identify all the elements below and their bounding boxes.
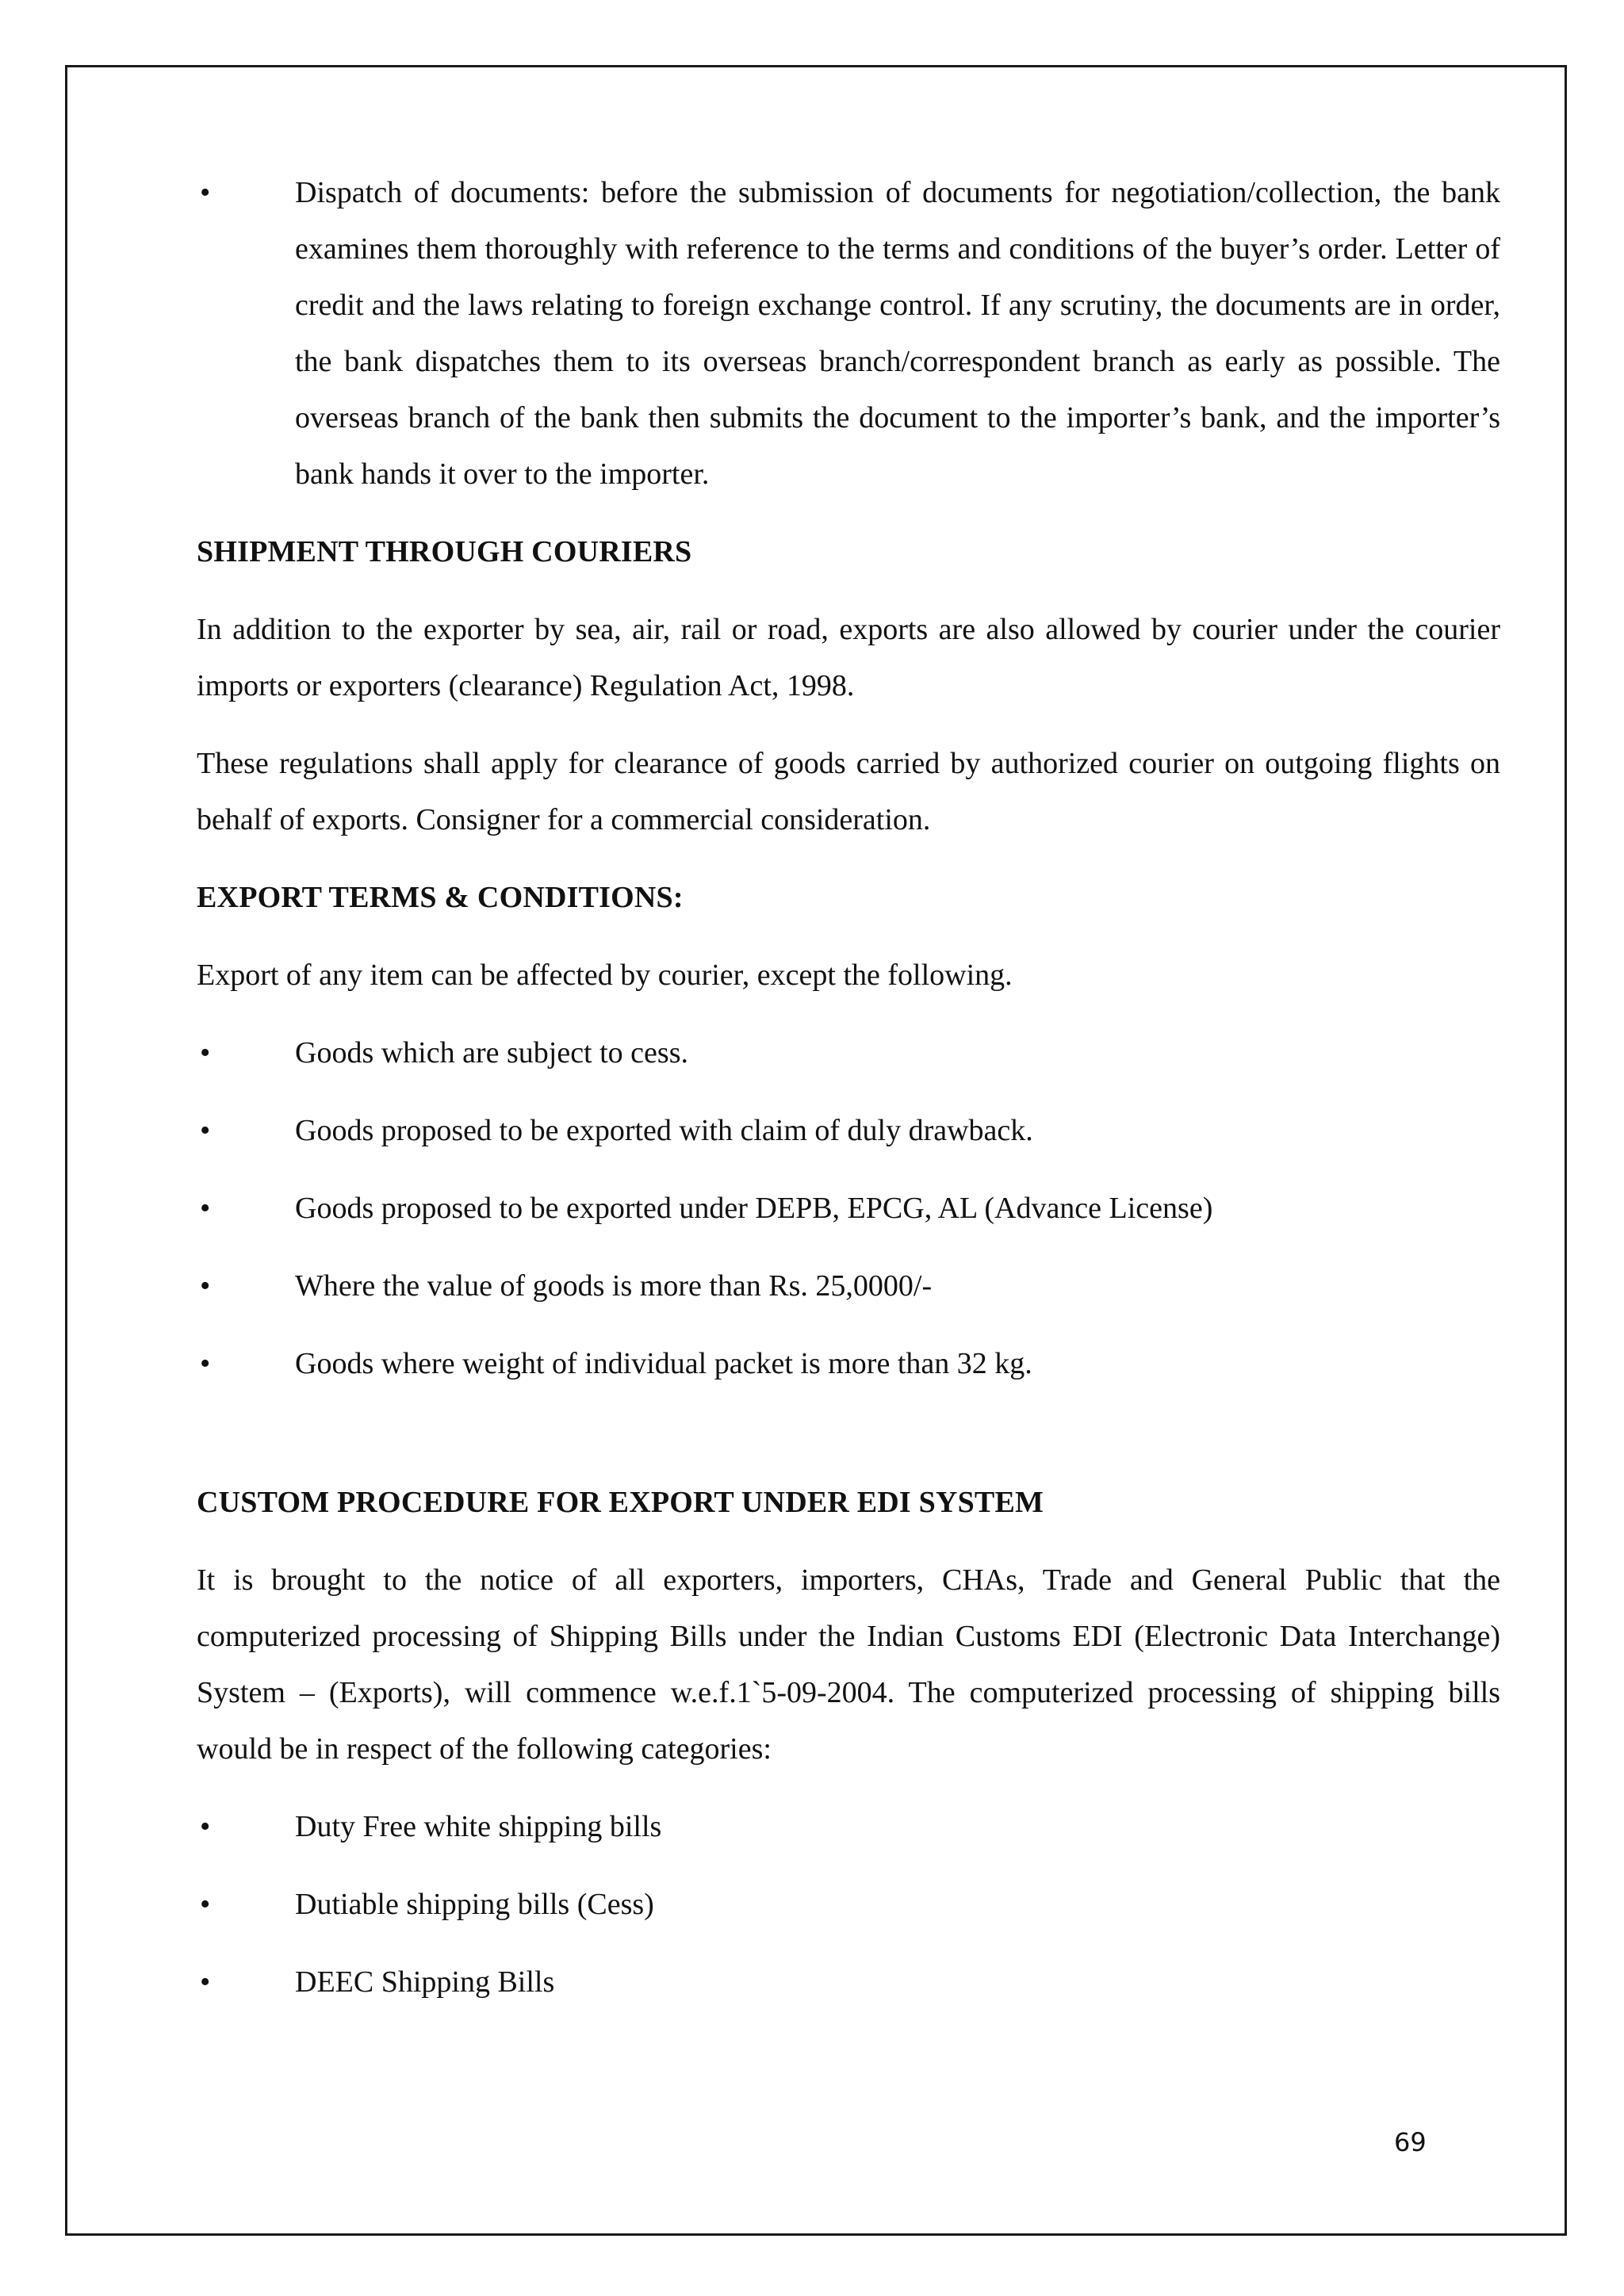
list-item [197, 1103, 1500, 1159]
edi-paragraph: It is brought to the notice of all exporters, importers, CHAs, Trade and General Public that the computerized processing of Shipping Bills under the Indian Customs EDI (Electronic Data Interchange) System – (Exports), will commence w.e.f.1`5-09-2004. The computerized processing of shipping bills would be in respect of the following categories: [197, 1563, 1500, 1766]
bullet: • [200, 1347, 211, 1380]
list-item [197, 1799, 1500, 1855]
heading-shipment-couriers: SHIPMENT THROUGH COURIERS [197, 535, 692, 568]
list-item [197, 1025, 1500, 1081]
heading-export-terms: EXPORT TERMS & CONDITIONS: [197, 881, 684, 914]
couriers-paragraph-2: These regulations shall apply for clearance of goods carried by authorized courier on outgoing flights on behalf of exports. Consigner for a commercial consideration. [197, 747, 1500, 836]
list-item [197, 1258, 1500, 1314]
list-item-text: Goods which are subject to cess. [295, 1036, 688, 1070]
page-content [197, 165, 1500, 2011]
bullet: • [200, 1888, 211, 1921]
list-item-text: Goods proposed to be exported with claim of duly drawback. [295, 1114, 1033, 1147]
export-terms-intro: Export of any item can be affected by courier, except the following. [197, 959, 1013, 992]
list-item [197, 1954, 1500, 2011]
couriers-paragraph-1: In addition to the exporter by sea, air, rail or road, exports are also allowed by courier under the courier imports or exporters (clearance) Regulation Act, 1998. [197, 613, 1500, 702]
list-item-text: Dutiable shipping bills (Cess) [295, 1888, 654, 1921]
bullet: • [200, 1965, 211, 1999]
bullet: • [200, 1114, 211, 1147]
bullet: • [200, 1036, 211, 1070]
bullet: • [200, 1810, 211, 1843]
dispatch-text: Dispatch of documents: before the submission of documents for negotiation/collection, the bank examines them thoroughly with reference to the terms and conditions of the buyer’s order. Letter of credit and the laws relating to foreign exchange control. If any scrutiny, the documents are in order, the bank dispatches them to its overseas branch/correspondent branch as early as possible. The overseas branch of the bank then submits the document to the importer’s bank, and the importer’s bank hands it over to the importer. [295, 176, 1500, 491]
bullet: • [200, 1192, 211, 1225]
list-item-text: Goods where weight of individual packet is more than 32 kg. [295, 1347, 1032, 1380]
bullet: • [200, 1269, 211, 1303]
list-item [197, 1336, 1500, 1392]
list-item-text: DEEC Shipping Bills [295, 1965, 555, 1999]
list-item-text: Duty Free white shipping bills [295, 1810, 662, 1843]
list-item [197, 1877, 1500, 1933]
dispatch-paragraph [197, 165, 1500, 503]
list-item [197, 1181, 1500, 1237]
list-item-text: Goods proposed to be exported under DEPB, EPCG, AL (Advance License) [295, 1192, 1213, 1225]
list-item-text: Where the value of goods is more than Rs. 25,0000/- [295, 1269, 933, 1303]
heading-edi-system: CUSTOM PROCEDURE FOR EXPORT UNDER EDI SYSTEM [197, 1486, 1044, 1519]
bullet: • [200, 176, 211, 209]
page-number: 69 [1394, 2127, 1427, 2157]
